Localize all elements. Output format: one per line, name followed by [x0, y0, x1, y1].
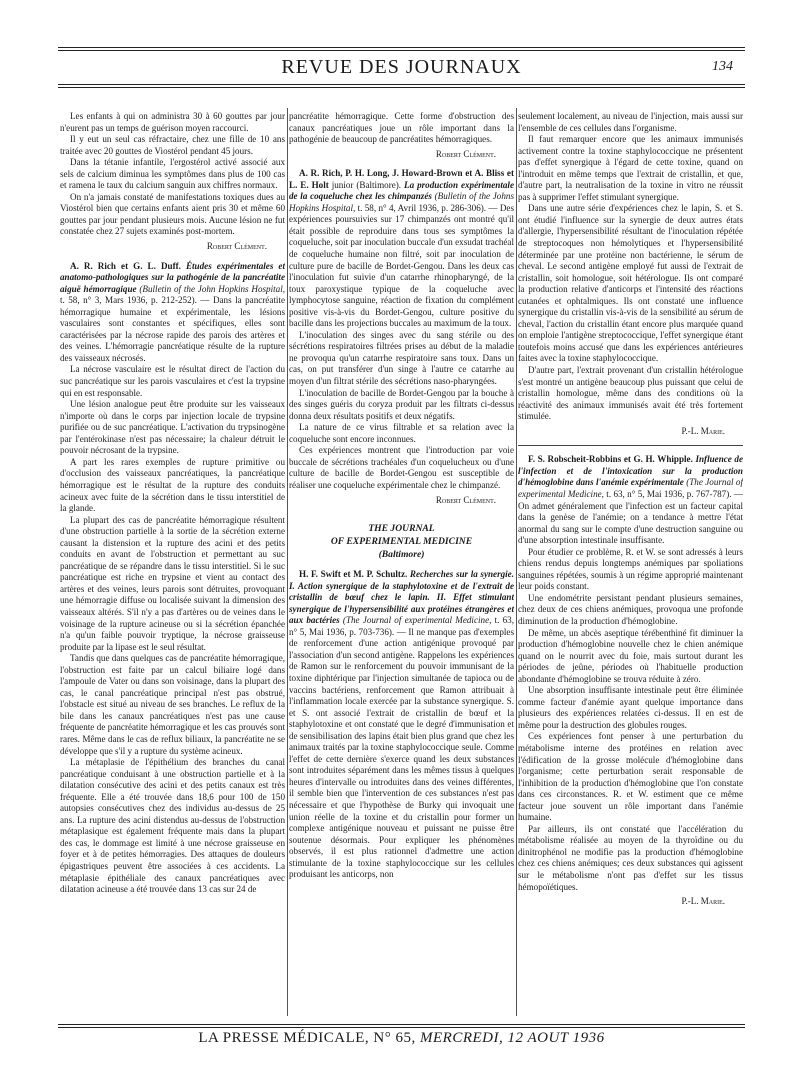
paragraph: Dans une autre série d'expériences chez le lapin, S. et S. ont étudié l'influence sur la synergie de deux autres états d'allergie, l'hypersensibilité résultant de l'inoculation répétée de streptocoques non hémolytiques et l'hypersensibilité déterminée par une protéine non bactérienne, le sérum de cheval. Le second antigène employé fut aussi de l'extrait de cristallin, soit homologue, soit hétérologue. Ils ont comparé la production relative d'anticorps et l'intensité des réactions cutanées et ophtalmiques. Ils ont constaté une influence synergique du cristallin vis-à-vis de la sensibilité au sérum de cheval, l'action du cristallin étant encore plus marquée quand on emploie l'antigène streptococcique, l'effet synergique étant toutefois moins accusé que dans les expériences antérieures faites avec la toxine staphylococcique.: [518, 203, 743, 364]
signature: Robert Clément.: [435, 494, 496, 505]
journal-section-heading: [289, 522, 514, 561]
paragraph: Une endométrite persistant pendant plusieurs semaines, chez deux de ces chiens anémiques, provoqua une profonde diminution de la production d'hémoglobine.: [518, 592, 743, 626]
article-authors: A. R. Rich, P. H. Long, J. Howard-Brown et A. Bliss et L. E. Holt: [289, 168, 514, 190]
signature: Robert Clément.: [435, 148, 496, 159]
footer-journal: LA PRESSE MÉDICALE, N° 65,: [198, 1030, 416, 1046]
paragraph: La métaplasie de l'épithélium des branches du canal pancréatique conduisant à une obstruction partielle et à la dilatation consécutive des acini et des petits canaux est très fréquente. Elle a été trouvée dans 18,6 pour 100 de 150 autopsies consécutives chez des individus au-dessus de 25 ans. La rupture des acini distendus au-dessus de l'obstruction métaplasique est également fréquente mais dans la plupart des cas, le dommage est limité à une nécrose graisseuse en foyer et à de petites hémorragies. Des attaques de douleurs épigastriques peuvent être associées à ces accidents. La métaplasie épithéliale des canaux pancréatiques avec dilatation acineuse a été trouvée dans 13 cas sur 24 de: [60, 757, 285, 895]
page-number: 134: [712, 59, 733, 74]
header-rule-bottom: [58, 84, 745, 85]
signature: P.-L. Marie.: [681, 896, 725, 907]
paragraph: Une lésion analogue peut être produite sur les vaisseaux n'importe où dans le corps par injection locale de trypsine purifiée ou de suc pancréatique. L'activation du trypsinogène par l'entérokinase n'est pas nécessaire; la chaleur détruit le pouvoir nécrosant de la trypsine.: [60, 399, 285, 456]
signature: Robert Clément.: [206, 241, 267, 252]
journal-heading-line: (Baltimore): [378, 549, 425, 561]
article-authors: H. F. Swift et M. P. Schultz.: [299, 569, 408, 580]
paragraph: seulement localement, au niveau de l'injection, mais aussi sur l'ensemble de ces cellules dans l'organisme.: [518, 111, 743, 133]
paragraph: On n'a jamais constaté de manifestations toxiques dues au Viostérol bien que certains enfants aient pris 30 et même 60 gouttes par jour pendant plusieurs mois. Aucune lésion ne fut constatée chez 27 sujets examinés post-mortem.: [60, 191, 285, 237]
footer-rule: [58, 1024, 745, 1025]
journal-heading-line: OF EXPERIMENTAL MEDICINE: [330, 536, 473, 548]
paragraph: Par ailleurs, ils ont constaté que l'accélération du métabolisme réalisée au moyen de la thyroïdine ou du dinitrophénol ne modifie pas la production d'hémoglobine chez ces chiens anémiques; ces deux substances qui agissent sur le métabolisme n'ont pas d'effet sur les tissus hémopoïétiques.: [518, 823, 743, 892]
paragraph: Ces expériences font penser à une perturbation du métabolisme interne des protéines en relation avec l'édification de la grosse molécule d'hémoglobine dans l'organisme; cette perturbation serait responsable de l'inhibition de la production d'hémoglobine que l'on constate dans ces circonstances. R. et W. estiment que ce même facteur joue souvent un rôle important dans l'anémie humaine.: [518, 731, 743, 823]
paragraph: Il y eut un seul cas réfractaire, chez une fille de 10 ans traitée avec 20 gouttes de Viostérol pendant 45 jours.: [60, 134, 285, 156]
paragraph: Dans la tétanie infantile, l'ergostérol activé associé aux sels de calcium diminua les symptômes dans plus de 100 cas et ramena le taux du calcium sanguin aux chiffres normaux.: [60, 157, 285, 191]
paragraph: Les enfants à qui on administra 30 à 60 gouttes par jour n'eurent pas un temps de guérison moyen raccourci.: [60, 111, 285, 133]
paragraph: Pour étudier ce problème, R. et W. se sont adressés à leurs chiens rendus depuis longtemps anémiques par spoliations sanguines répétées, soumis à un régime approprié maintenant leur poids constant.: [518, 546, 743, 592]
paragraph: pancréatite hémorragique. Cette forme d'obstruction des canaux pancréatiques joue un rôle important dans la pathogénie de beaucoup de pancréatites hémorragiques.: [289, 111, 514, 145]
footer-rule-2: [58, 1027, 745, 1028]
footer-date: MERCREDI, 12 AOUT 1936: [420, 1030, 605, 1046]
article-rich-coqueluche: [289, 168, 514, 330]
article-title: La production expérimentale de la coqueluche chez les chimpanzés: [289, 179, 514, 202]
article-title: Recherches sur la synergie. I. Action synergique de la staphylotoxine et de l'extrait de cristallin de bœuf chez le lapin. II. Effet stimulant synergique de l'hypersensibilité aux protéines étrangères et aux bactéries: [289, 569, 514, 626]
paragraph: Une absorption insuffisante intestinale peut être éliminée comme facteur d'anémie ayant quelque importance dans plusieurs des expériences relatées ci-dessus. Il en est de même pour la destruction des globules rouges.: [518, 685, 743, 730]
signature: P.-L. Marie.: [681, 425, 725, 436]
page-title: REVUE DES JOURNAUX: [281, 56, 522, 78]
article-body: t. 58, n° 4, Avril 1936, p. 286-306). — Des expériences poursuivies sur 17 chimpanzés ont montré qu'il était possible de reproduire dans tous ses symptômes la coqueluche, soit par inoculation buccale d'un exsudat trachéal de coqueluche humaine non filtré, soit par inoculation de culture pure de bacille de Bordet-Gengou. Dans les deux cas l'inoculation fut suivie d'un catarrhe rhinopharyngé, de la toux paroxystique typique de la coqueluche avec lymphocytose sanguine, réaction de fixation du complément positive vis-à-vis du Bordet-Gengou, culture positive du bacille dans les projections buccales au maximum de la toux.: [289, 202, 514, 329]
page-footer: [58, 1030, 745, 1047]
paragraph: De même, un abcès aseptique térébenthiné fit diminuer la production d'hémoglobine nouvelle chez le chien anémique quand on le nourrit avec du foie, mais surtout durant les périodes de jeûne, périodes où l'habituelle production abondante d'hémoglobine se trouva réduite à zéro.: [518, 627, 743, 684]
paragraph: La plupart des cas de pancréatite hémorragique résultent d'une obstruction partielle à la sortie de la sécrétion externe causant la distension et la rupture des acini et des petits conduits en avant de l'obstruction et permettant au suc pancréatique de se répandre dans le tissu interstitiel. Si le suc pancréatique est riche en trypsine et vient au contact des artères et des veines, leurs parois sont détruites, provoquant une hémorragie diffuse ou localisée suivant la dimension des vaisseaux altérés. S'il n'y a pas d'artères ou de veines dans le voisinage de la rupture acineuse ou si la sécrétion épanchée n'a qu'un faible pouvoir tryptique, la nécrose graisseuse produite par la lipase est le seul résultat.: [60, 514, 285, 652]
paragraph: La nécrose vasculaire est le résultat direct de l'action du suc pancréatique sur les parois vasculaires et c'est la trypsine qui en est responsable.: [60, 364, 285, 398]
citation-journal: (The Journal of experimental Medicine,: [518, 477, 743, 499]
article-body: t. 58, n° 3, Mars 1936, p. 212-252). — Dans la pancréatite hémorragique humaine et expérimentale, les lésions vasculaires sont constantes et spécifiques, elles sont caractérisées par la nécrose rapide des parois des artères et des veines. L'hémorragie pancréatique résulte de la rupture des vaisseaux nécrosés.: [60, 295, 285, 363]
article-authors-tail: junior (Baltimore).: [331, 179, 402, 190]
paragraph: Ces expériences montrent que l'introduction par voie buccale de sécrétions trachéales d'un coquelucheux ou d'une culture de bacille de Bordet-Gengou est susceptible de réaliser une coqueluche expérimentale chez le chimpanzé.: [289, 445, 514, 490]
header-rule-top: [58, 47, 745, 48]
article-body: t. 63, n° 5, Mai 1936, p. 703-736). — Il ne manque pas d'exemples de renforcement d'une action antigénique provoqué par l'association d'un second antigène. Rappelons les expériences de Ramon sur le renforcement du pouvoir immunisant de la toxine diphtérique par l'injection simultanée de tapioca ou de vaccins bactériens, renforcement que Ramon attribuait à l'inflammation locale exercée par la substance synergique. S. et S. ont associé l'extrait de cristallin de bœuf et la staphylotoxine et ont constaté que le degré d'immunisation et de sensibilisation des lapins était bien plus grand que chez les animaux traités par la toxine staphylococcique seule. Comme l'effet de cette dernière s'exerce quand les deux substances sont introduites séparément dans les mêmes tissus à quelques heures d'intervalle ou introduites dans des veines différentes, il semble bien que l'intervention de ces substances n'est pas nécessaire et que l'hypothèse de Burky qui invoquait une union réelle de la toxine et du cristallin pour former un complexe antigénique nouveau et puissant ne puisse être soutenue désormais. Pour expliquer les phénomènes observés, il est plus rationnel d'admettre une action stimulante de la toxine staphylococcique sur les cellules produisant les anticorps, non: [289, 615, 514, 880]
column-3: [518, 111, 743, 1016]
paragraph: A part les rares exemples de rupture primitive ou d'occlusion des vaisseaux pancréatiques, la pancréatique hémorragique est le résultat de la rupture des conduits acineux avec fuite de la sécrétion dans le tissu interstitiel de la glande.: [60, 456, 285, 514]
article-title: Études expérimentales et anatomo-pathologiques sur la pathogénie de la pancréatite aiguë hémorragique: [60, 260, 285, 294]
paragraph: L'inoculation des singes avec du sang stérile ou des sécrétions respiratoires filtrées prises au début de la maladie ne provoqua qu'un catarrhe respiratoire sans toux. Dans un cas, on put transférer d'un singe à l'autre ce catarrhe au moyen d'un filtrat stérile des sécrétions naso-pharyngées.: [289, 329, 514, 387]
paragraph: Tandis que dans quelques cas de pancréatite hémorragique, l'obstruction est faite par un calcul biliaire logé dans l'ampoule de Vater ou dans son voisinage, dans la plupart des cas, le canal pancréatique principal n'est pas obstrué, l'obstacle est situé au niveau de ses branches. Le reflux de la bile dans les canaux pancréatiques n'est pas une cause fréquente de pancréatite hémorragique et les cas prouvés sont rares. Même dans le cas de reflux biliaux, la pancréatite ne se développe que s'il y a rupture du système acineux.: [60, 653, 285, 756]
article-title: Influence de l'infection et de l'intoxication sur la production d'hémoglobine dans l'anémie expérimentale: [518, 454, 743, 488]
article-separator: [518, 445, 743, 446]
paragraph: D'autre part, l'extrait provenant d'un cristallin hétérologue s'est montré un antigène beaucoup plus puissant que celui de cristallin homologue, même dans des conditions où la réactivité des animaux immunisés avait été très fortement stimulée.: [518, 365, 743, 422]
column-2: [289, 111, 514, 1016]
column-divider-2: [516, 108, 517, 1016]
column-1: [60, 111, 285, 1016]
paragraph: La nature de ce virus filtrable et sa relation avec la coqueluche sont encore inconnues.: [289, 422, 514, 444]
page-header: [58, 56, 745, 78]
column-divider-1: [287, 108, 288, 1016]
article-body: t. 63, n° 5, Mai 1936, p. 767-787). — On admet généralement que l'infection est un facteur capital dans la genèse de l'anémie; on a tendance à mettre l'état anormal du sang sur le compte d'une destruction sanguine ou d'une absorption intestinale insuffisante.: [518, 488, 743, 546]
header-rule-bottom-2: [58, 87, 745, 88]
paragraph: L'inoculation de bacille de Bordet-Gengou par la bouche à des singes guéris du coryza produit par les filtrats ci-dessus donna deux résultats positifs et deux négatifs.: [289, 387, 514, 421]
header-rule-top-2: [58, 50, 745, 51]
citation-journal: (The Journal of experimental Medicine,: [342, 615, 492, 626]
citation-journal: (Bulletin of the John Hopkins Hospital,: [139, 283, 285, 294]
citation-journal: (Bulletin of the Johns Hopkins Hospital,: [289, 191, 514, 213]
article-swift-schultz: [289, 569, 514, 881]
journal-heading-line: THE JOURNAL: [368, 523, 435, 535]
paragraph: Il faut remarquer encore que les animaux immunisés activement contre la toxine staphylococcique ne présentent pas d'effet synergique à l'égard de cette toxine, quand on l'introduit en même temps que l'extrait de cristallin, et que, d'autre part, la neutralisation de la toxine in vitro ne réussit pas à supprimer l'effet stimulant synergique.: [518, 134, 743, 202]
article-authors: F. S. Robscheit-Robbins et G. H. Whipple.: [528, 454, 693, 465]
article-rich-duff: [60, 261, 285, 365]
article-authors: A. R. Rich et G. L. Duff.: [70, 260, 181, 271]
article-robscheit-whipple: [518, 454, 743, 546]
